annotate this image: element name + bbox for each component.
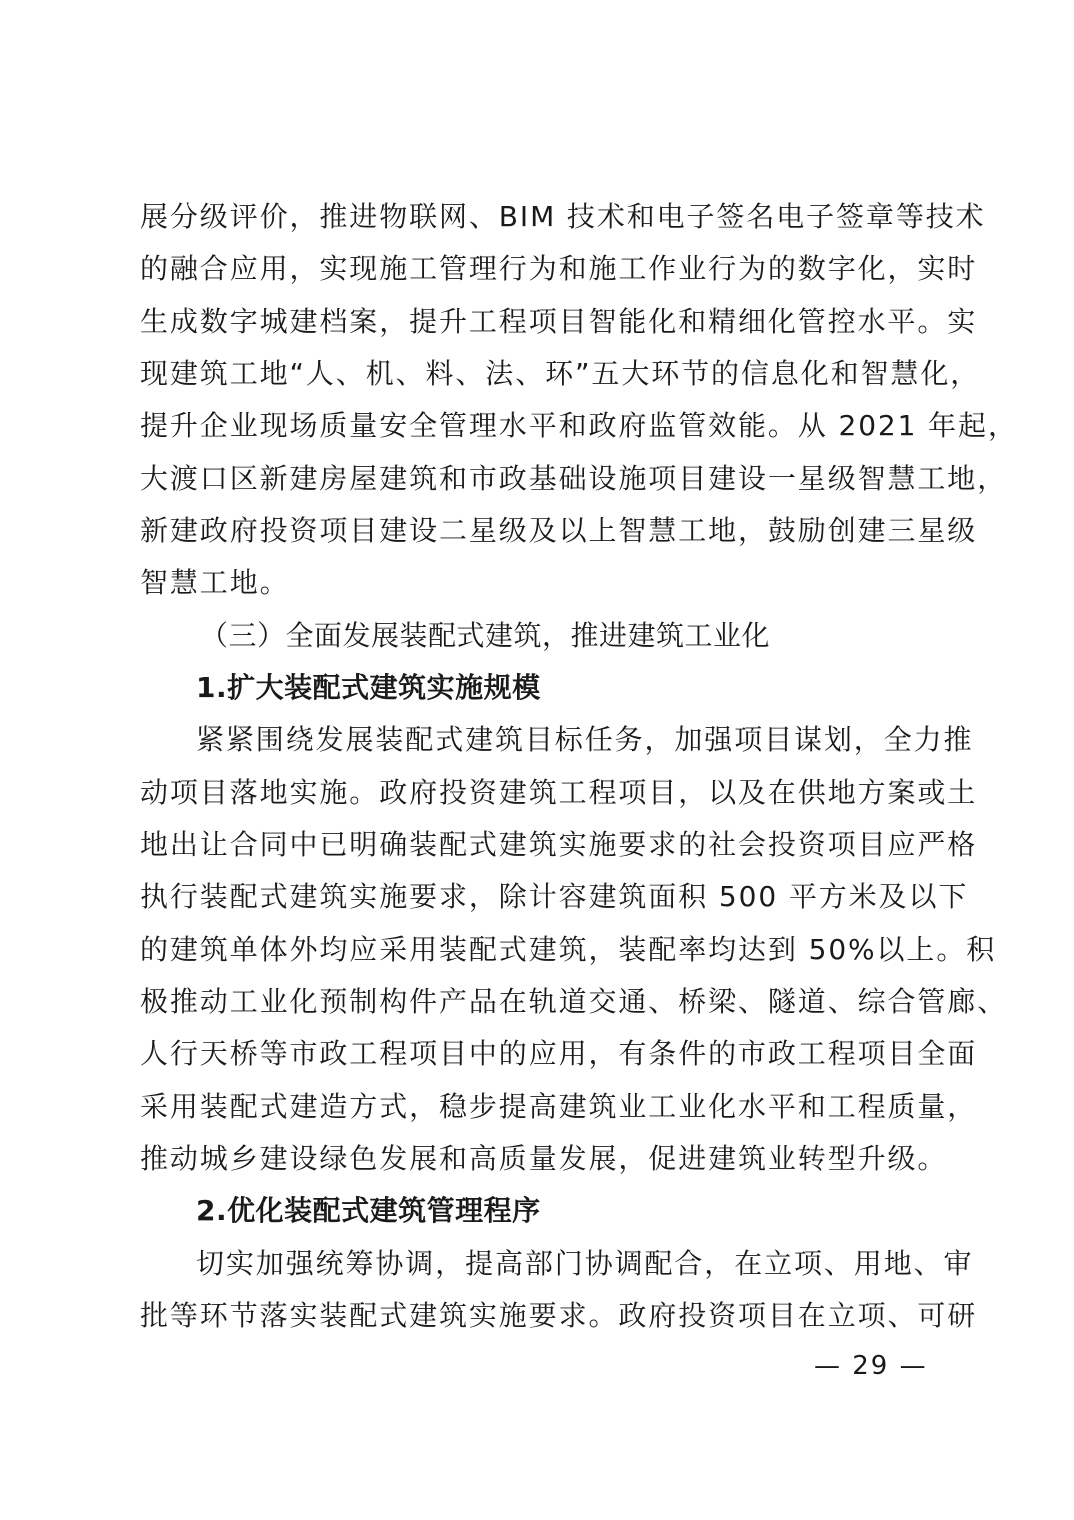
body-text-line: 智慧工地。 <box>140 566 290 599</box>
body-text-line: 提升企业现场质量安全管理水平和政府监管效能。从 2021 年起， <box>140 409 1018 442</box>
body-text-line: 现建筑工地“人、机、料、法、环”五大环节的信息化和智慧化， <box>140 357 981 390</box>
page-number: — 29 — <box>814 1351 928 1381</box>
body-text-line: 的融合应用，实现施工管理行为和施工作业行为的数字化，实时 <box>140 252 978 285</box>
section-heading: （三）全面发展装配式建筑，推进建筑工业化 <box>200 619 771 652</box>
body-text-line: 展分级评价，推进物联网、BIM 技术和电子签名电子签章等技术 <box>140 200 986 233</box>
body-text-line: 执行装配式建筑实施要求，除计容建筑面积 500 平方米及以下 <box>140 880 969 913</box>
body-text-line: 新建政府投资项目建设二星级及以上智慧工地，鼓励创建三星级 <box>140 514 978 547</box>
body-text-line: 生成数字城建档案，提升工程项目智能化和精细化管控水平。实 <box>140 305 978 338</box>
body-text-line: 的建筑单体外均应采用装配式建筑，装配率均达到 50%以上。积 <box>140 933 997 966</box>
body-text-line: 批等环节落实装配式建筑实施要求。政府投资项目在立项、可研 <box>140 1299 978 1332</box>
body-text-line: 动项目落地实施。政府投资建筑工程项目，以及在供地方案或土 <box>140 776 978 809</box>
subsection-heading: 2.优化装配式建筑管理程序 <box>196 1194 541 1227</box>
body-text-line: 人行天桥等市政工程项目中的应用，有条件的市政工程项目全面 <box>140 1037 978 1070</box>
body-text-line: 大渡口区新建房屋建筑和市政基础设施项目建设一星级智慧工地， <box>140 462 1008 495</box>
body-text-line: 地出让合同中已明确装配式建筑实施要求的社会投资项目应严格 <box>140 828 978 861</box>
body-text-line: 紧紧围绕发展装配式建筑目标任务，加强项目谋划，全力推 <box>196 723 974 756</box>
subsection-heading: 1.扩大装配式建筑实施规模 <box>196 671 541 704</box>
body-text-line: 采用装配式建造方式，稳步提高建筑业工业化水平和工程质量， <box>140 1090 978 1123</box>
body-text-line: 切实加强统筹协调，提高部门协调配合，在立项、用地、审 <box>196 1247 974 1280</box>
body-text-line: 极推动工业化预制构件产品在轨道交通、桥梁、隧道、综合管廊、 <box>140 985 1008 1018</box>
body-text-line: 推动城乡建设绿色发展和高质量发展，促进建筑业转型升级。 <box>140 1142 948 1175</box>
